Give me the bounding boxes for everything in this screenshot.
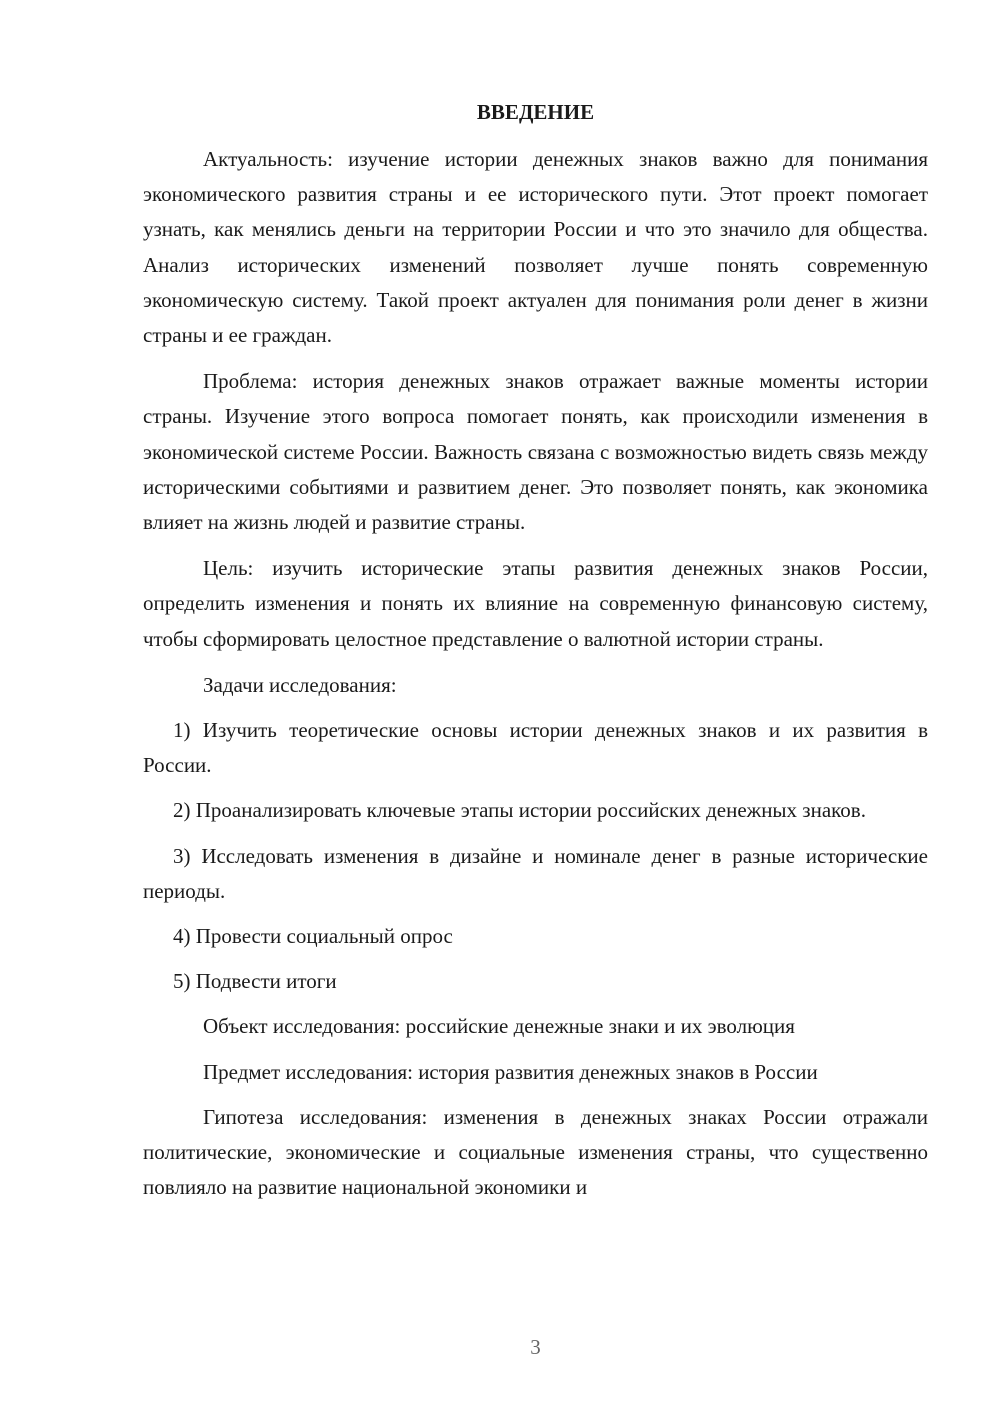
- paragraph-problem: Проблема: история денежных знаков отражает важные моменты истории страны. Изучение этого вопроса помогает понять, как происходили изменения в экономической системе России. Важность связана с возможностью видеть связь между историческими событиями и развитием денег. Это позволяет понять, как экономика влияет на жизнь людей и развитие страны.: [143, 369, 928, 535]
- paragraph-relevance: Актуальность: изучение истории денежных знаков важно для понимания экономического развития страны и ее исторического пути. Этот проект помогает узнать, как менялись деньги на территории России и что это значило для общества. Анализ исторических изменений позволяет лучше понять современную экономическую систему. Такой проект актуален для понимания роли денег в жизни страны и ее граждан.: [143, 147, 928, 348]
- task-item-5: 5) Подвести итоги: [173, 969, 337, 994]
- task-item-4: 4) Провести социальный опрос: [173, 924, 453, 949]
- document-page: [143, 0, 928, 1414]
- task-item-2: 2) Проанализировать ключевые этапы истории российских денежных знаков.: [173, 798, 866, 823]
- paragraph-hypothesis: Гипотеза исследования: изменения в денежных знаках России отражали политические, экономические и социальные изменения страны, что существенно повлияло на развитие национальной экономики и: [143, 1104, 928, 1200]
- page-title: ВВЕДЕНИЕ: [476, 100, 595, 124]
- task-item-3: 3) Исследовать изменения в дизайне и номинале денег в разные исторические периоды.: [143, 843, 928, 903]
- task-item-1: 1) Изучить теоретические основы истории денежных знаков и их развития в России.: [143, 718, 928, 778]
- page-number: 3: [530, 1335, 541, 1359]
- document-body: [143, 142, 928, 1205]
- tasks-heading: Задачи исследования:: [203, 672, 397, 697]
- paragraph-subject: Предмет исследования: история развития денежных знаков в России: [203, 1059, 818, 1084]
- paragraph-object: Объект исследования: российские денежные знаки и их эволюция: [203, 1014, 795, 1039]
- paragraph-goal: Цель: изучить исторические этапы развития денежных знаков России, определить изменения и понять их влияние на современную финансовую систему, чтобы сформировать целостное представление о валютной истории страны.: [143, 556, 928, 651]
